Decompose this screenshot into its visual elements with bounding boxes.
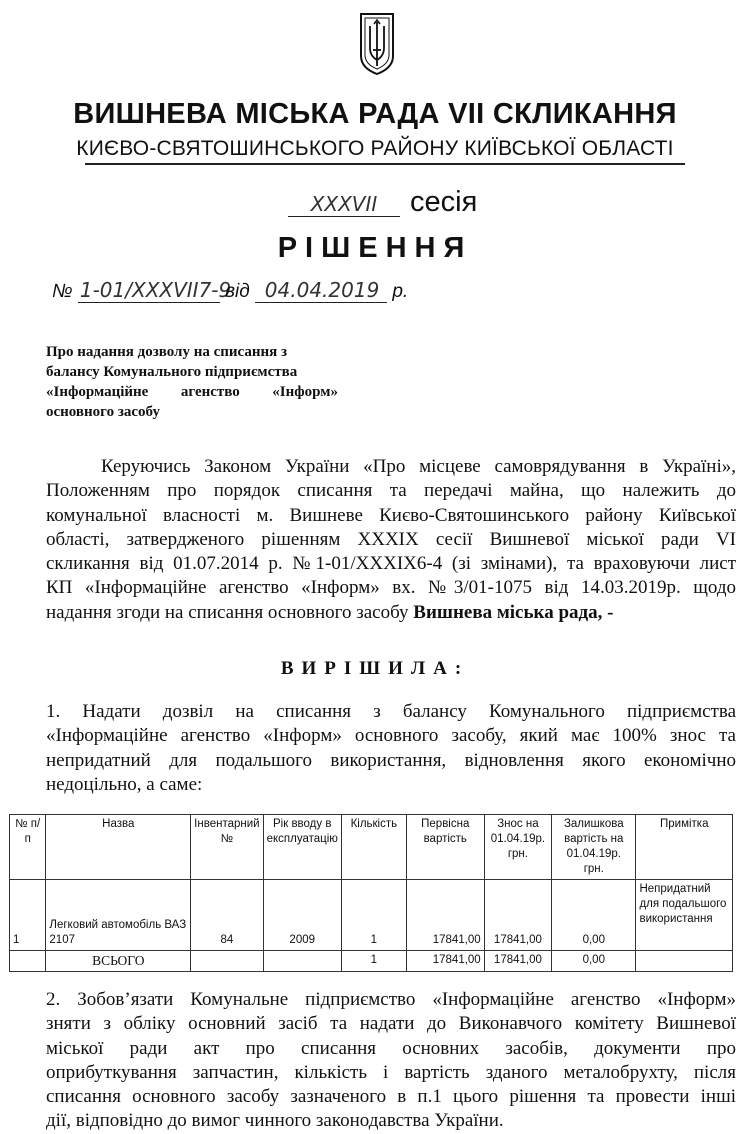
- cell-name: Легковий автомобіль ВАЗ 2107: [46, 880, 191, 951]
- total-residual: 0,00: [552, 951, 636, 972]
- year-suffix: р.: [392, 281, 409, 302]
- header-wear: Знос на 01.04.19р. грн.: [484, 815, 551, 880]
- total-qty: 1: [341, 951, 406, 972]
- header-year: Рік вводу в експлуатацію: [263, 815, 341, 880]
- session-number: XXXVII: [288, 192, 400, 217]
- session-label: сесія: [410, 186, 478, 218]
- header-name: Назва: [46, 815, 191, 880]
- total-empty-cell: [263, 951, 341, 972]
- item-2-line: зняти з обліку основний засіб та надати до Виконавчого комітету Вишневої: [46, 1013, 736, 1035]
- item-1-line: непридатний для подальшого використання, відновлення якого економічно: [46, 749, 736, 771]
- total-empty-cell: [10, 951, 46, 972]
- item-2-line: 2. Зобов’язати Комунальне підприємство «Інформаційне агенство «Інформ»: [46, 989, 736, 1010]
- cell-initial: 17841,00: [406, 880, 484, 951]
- header-initial: Первісна вартість: [406, 815, 484, 880]
- item-2-line: міської ради акт про списання основних засобів, документи про: [46, 1037, 736, 1059]
- cell-qty: 1: [341, 880, 406, 951]
- cell-note: Непридатний для подальшого використання: [636, 880, 733, 951]
- total-wear: 17841,00: [484, 951, 551, 972]
- trident-icon: [357, 10, 397, 76]
- table-total-row: [10, 951, 733, 972]
- preamble-line: Положенням про порядок списання та передачі майна, що належить до: [46, 480, 736, 502]
- preamble-line: Керуючись Законом України «Про місцеве самоврядування в Україні»,: [101, 456, 736, 477]
- cell-wear: 17841,00: [484, 880, 551, 951]
- decision-heading: РІШЕННЯ: [277, 232, 473, 264]
- item-2-line: списання основного засобу зазначеного в п.1 цього рішення та провести інші: [46, 1086, 736, 1108]
- preamble-line: комунальної власності м. Вишневе Києво-Святошинського району Київської: [46, 504, 736, 526]
- cell-num: 1: [10, 880, 46, 951]
- total-empty-cell: [191, 951, 263, 972]
- cell-year: 2009: [263, 880, 341, 951]
- preamble-text: надання згоди на списання основного засобу: [46, 601, 414, 623]
- preamble-line: скликання від 01.07.2014 р. №1-01/XXXIX6-4 (зі змінами), та враховуючи лист: [46, 553, 736, 575]
- preamble-paragraph: [46, 455, 736, 625]
- from-label: від: [225, 281, 250, 302]
- council-title: ВИШНЕВА МІСЬКА РАДА VII СКЛИКАННЯ: [73, 98, 677, 130]
- subject-line: балансу Комунального підприємства: [46, 364, 298, 380]
- header-inventory: Інвентарний №: [191, 815, 263, 880]
- subject-line: основного засобу: [46, 404, 160, 420]
- number-prefix: №: [52, 281, 73, 302]
- item-2-line: дії, відповідно до вимог чинного законодавства України.: [46, 1110, 504, 1132]
- header-residual: Залишкова вартість на 01.04.19р. грн.: [552, 815, 636, 880]
- header-num: № п/п: [10, 815, 46, 880]
- header-note: Примітка: [636, 815, 733, 880]
- header-divider: [85, 163, 685, 165]
- subject-line: Про надання дозволу на списання з: [46, 344, 288, 360]
- item-1-line: недоцільно, а саме:: [46, 773, 203, 795]
- table-header-row: [10, 815, 733, 880]
- item-1-paragraph: [46, 700, 736, 797]
- decision-date: 04.04.2019: [255, 278, 387, 303]
- resolved-heading: ВИРІШИЛА:: [280, 658, 470, 679]
- decision-number: 1-01/XXXVII7-9: [79, 278, 232, 302]
- item-2-paragraph: [46, 988, 736, 1134]
- subject-line: «Інформаційне агенство «Інформ»: [46, 384, 338, 400]
- session-line: [288, 186, 477, 222]
- item-1-line: «Інформаційне агенство «Інформ» основного засобу, який має 100% знос та: [46, 725, 736, 747]
- preamble-line: КП «Інформаційне агенство «Інформ» вх. №3/01-1075 від 14.03.2019р. щодо: [46, 577, 736, 599]
- item-1-line: 1. Надати дозвіл на списання з балансу Комунального підприємства: [46, 701, 736, 722]
- cell-inventory: 84: [191, 880, 263, 951]
- table-row: [10, 880, 733, 951]
- total-initial: 17841,00: [406, 951, 484, 972]
- decision-subject: [46, 342, 346, 422]
- preamble-line: області, затвердженого рішенням XXXIX сесії Вишневої міської ради VI: [46, 528, 736, 550]
- assets-table: [9, 814, 733, 972]
- total-label: ВСЬОГО: [46, 951, 191, 972]
- preamble-last-line: [46, 601, 736, 625]
- cell-residual: 0,00: [552, 880, 636, 951]
- council-district: КИЄВО-СВЯТОШИНСЬКОГО РАЙОНУ КИЇВСЬКОЇ ОБЛАСТІ: [76, 137, 674, 160]
- item-2-line: оприбуткування запчастин, кількість і вартість зданого металобрухту, після: [46, 1061, 736, 1083]
- decision-number-line: [52, 278, 408, 303]
- header-qty: Кількість: [341, 815, 406, 880]
- total-empty-cell: [636, 951, 733, 972]
- preamble-council: Вишнева міська рада, -: [413, 601, 614, 623]
